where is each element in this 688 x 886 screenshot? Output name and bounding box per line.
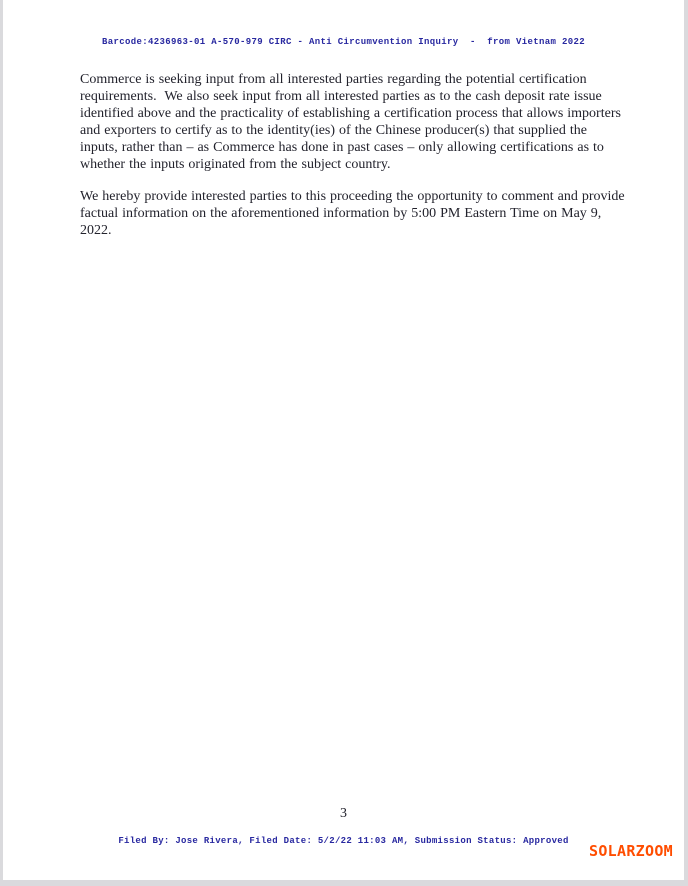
document-page — [3, 0, 684, 880]
body-paragraph-deadline: We hereby provide interested parties to this proceeding the opportunity to comment and provide factual information on the aforementioned information by 5:00 PM Eastern Time on May 9, 2022. — [80, 189, 629, 238]
filing-info-footer: Filed By: Jose Rivera, Filed Date: 5/2/22 11:03 AM, Submission Status: Approved — [118, 836, 569, 846]
solarzoom-watermark: SOLARZOOM — [589, 842, 673, 860]
body-paragraph-certification: Commerce is seeking input from all interested parties regarding the potential certification requirements. We also seek input from all interested parties as to the cash deposit rate issue identified above and the practicality of establishing a certification process that allows importers and exporters to certify as to the identity(ies) of the Chinese producer(s) that supplied the inputs, rather than – as Commerce has done in past cases – only allowing certifications as to whether the inputs originated from the subject country. — [80, 72, 625, 172]
page-number: 3 — [340, 806, 347, 821]
document-body — [80, 71, 628, 254]
barcode-header: Barcode:4236963-01 A-570-979 CIRC - Anti Circumvention Inquiry - from Vietnam 2022 — [101, 37, 586, 47]
